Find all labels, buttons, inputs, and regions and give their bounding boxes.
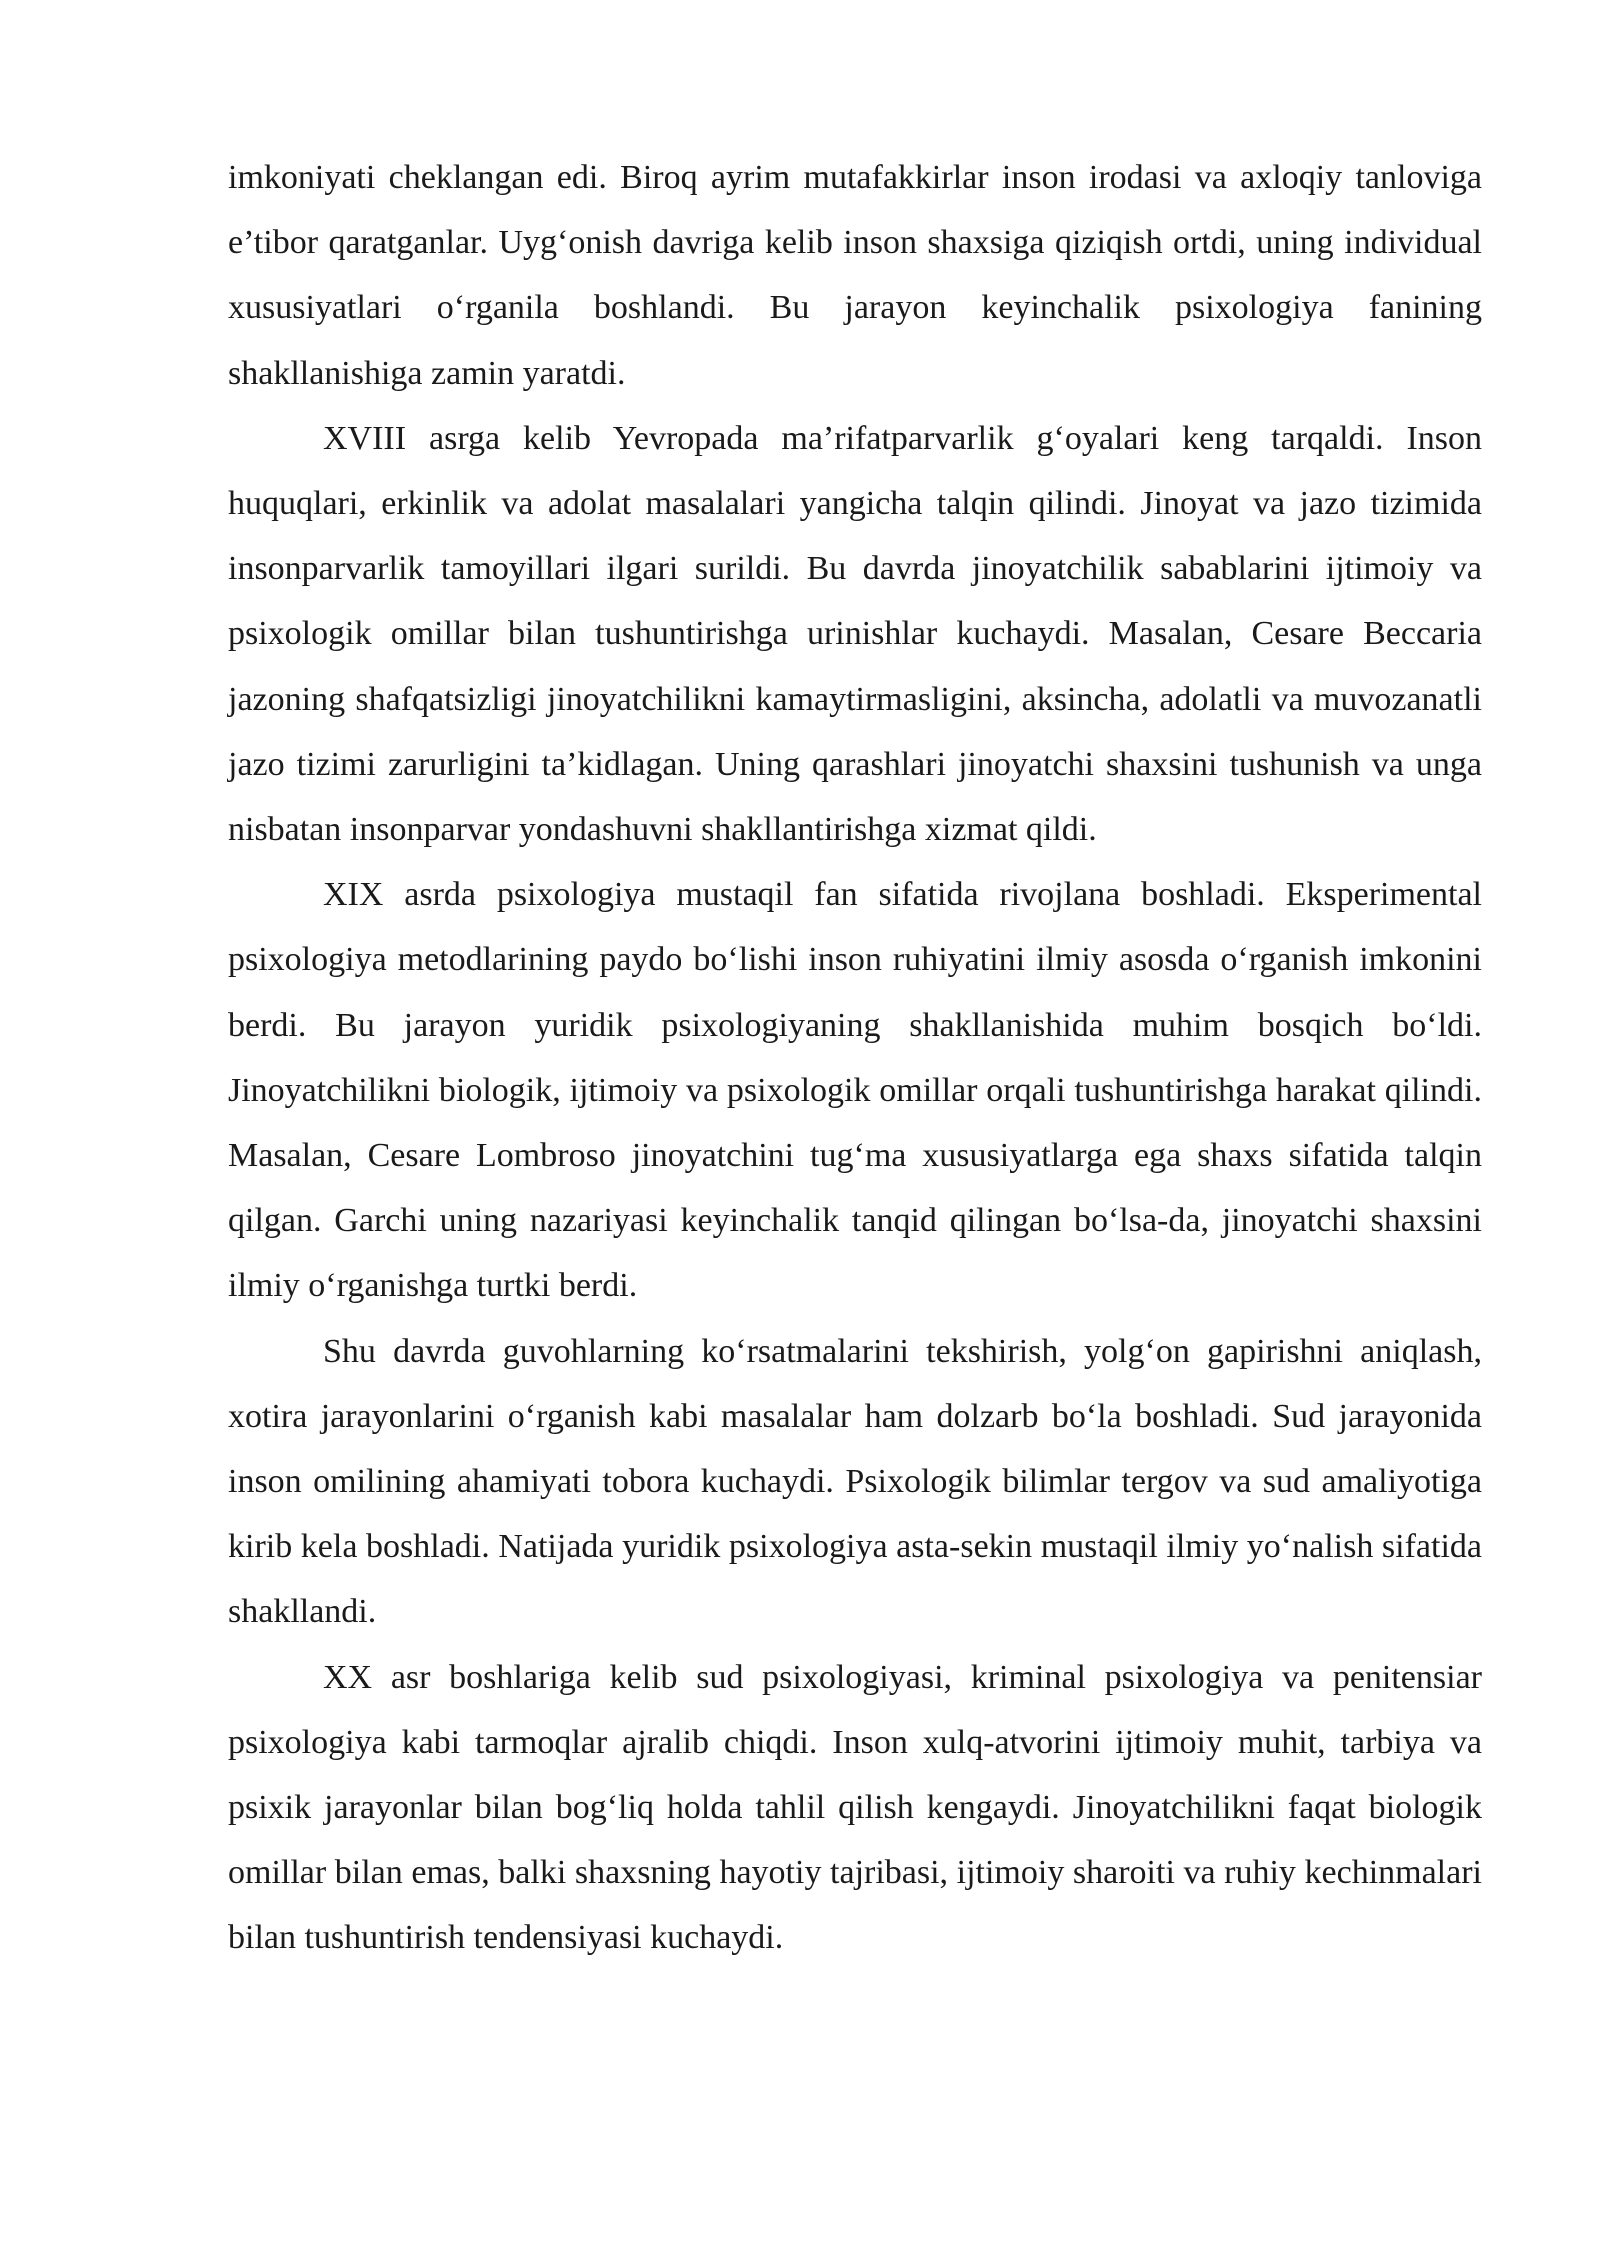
paragraph-witness-testimony: Shu davrda guvohlarning ko‘rsatmalarini tekshirish, yolg‘on gapirishni aniqlash, xotira jarayonlarini o‘rganish kabi masalalar ham dolzarb bo‘la boshladi. Sud jarayonida inson omilining ahamiyati tobora kuchaydi. Psixologik bilimlar tergov va sud amaliyotiga kirib kela boshladi. Natijada yuridik psixologiya asta-sekin mustaqil ilmiy yo‘nalish sifatida shakllandi. [228, 1332, 1482, 1631]
document-page [228, 145, 1482, 1971]
paragraph-20th-century: XX asr boshlariga kelib sud psixologiyasi, kriminal psixologiya va penitensiar psixologiya kabi tarmoqlar ajralib chiqdi. Inson xulq-atvorini ijtimoiy muhit, tarbiya va psixik jarayonlar bilan bog‘liq holda tahlil qilish kengaydi. Jinoyatchilikni faqat biologik omillar bilan emas, balki shaxsning hayotiy tajribasi, ijtimoiy sharoiti va ruhiy kechinmalari bilan tushuntirish tendensiyasi kuchaydi. [228, 1658, 1482, 1957]
paragraph-18th-century: XVIII asrga kelib Yevropada ma’rifatparvarlik g‘oyalari keng tarqaldi. Inson huquqlari, erkinlik va adolat masalalari yangicha talqin qilindi. Jinoyat va jazo tizimida insonparvarlik tamoyillari ilgari surildi. Bu davrda jinoyatchilik sabablarini ijtimoiy va psixologik omillar bilan tushuntirishga urinishlar kuchaydi. Masalan, Cesare Beccaria jazoning shafqatsizligi jinoyatchilikni kamaytirmasligini, aksincha, adolatli va muvozanatli jazo tizimi zarurligini ta’kidlagan. Uning qarashlari jinoyatchi shaxsini tushunish va unga nisbatan insonparvar yondashuvni shakllantirishga xizmat qildi. [228, 419, 1482, 849]
paragraph-continuation: imkoniyati cheklangan edi. Biroq ayrim mutafakkirlar inson irodasi va axloqiy tanloviga e’tibor qaratganlar. Uyg‘onish davriga kelib inson shaxsiga qiziqish ortdi, uning individual xususiyatlari o‘rganila boshlandi. Bu jarayon keyinchalik psixologiya fanining shakllanishiga zamin yaratdi. [228, 159, 1482, 392]
paragraph-19th-century: XIX asrda psixologiya mustaqil fan sifatida rivojlana boshladi. Eksperimental psixologiya metodlarining paydo bo‘lishi inson ruhiyatini ilmiy asosda o‘rganish imkonini berdi. Bu jarayon yuridik psixologiyaning shakllanishida muhim bosqich bo‘ldi. Jinoyatchilikni biologik, ijtimoiy va psixologik omillar orqali tushuntirishga harakat qilindi. Masalan, Cesare Lombroso jinoyatchini tug‘ma xususiyatlarga ega shaxs sifatida talqin qilgan. Garchi uning nazariyasi keyinchalik tanqid qilingan bo‘lsa-da, jinoyatchi shaxsini ilmiy o‘rganishga turtki berdi. [228, 876, 1482, 1305]
